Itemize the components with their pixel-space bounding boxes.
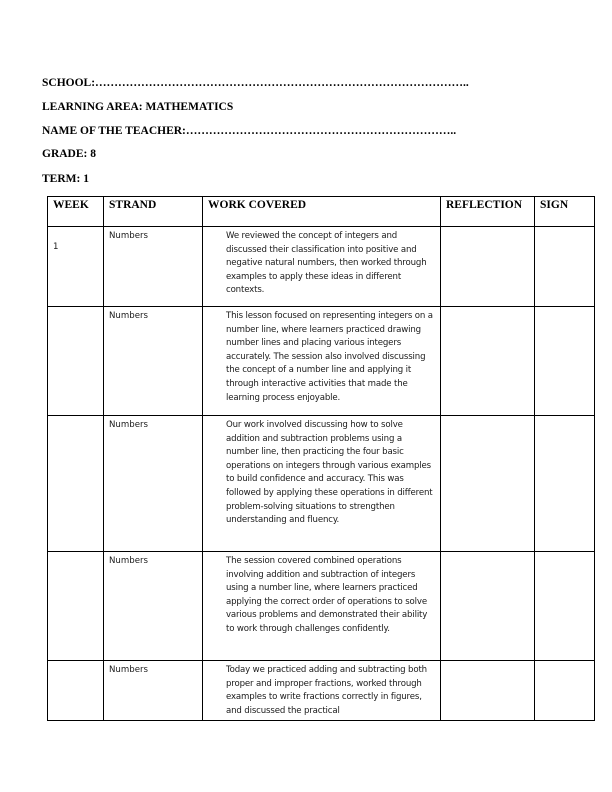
work-covered-cell xyxy=(203,552,441,661)
sign-cell xyxy=(535,661,595,721)
table-row xyxy=(48,661,595,721)
work-covered-text: We reviewed the concept of integers and discussed their classification into positive and negative natural numbers, then worked through examples to apply these ideas in different contexts. xyxy=(226,231,427,296)
column-header-sign: SIGN xyxy=(535,197,595,227)
learning-area: LEARNING AREA: MATHEMATICS xyxy=(42,101,234,113)
work-covered-cell xyxy=(203,416,441,552)
school-field: SCHOOL:…………………………………………………………………………………….. xyxy=(42,77,469,89)
work-covered-cell xyxy=(203,227,441,307)
work-covered-text: The session covered combined operations involving addition and subtraction of integers using a number line, where learners practiced applying the correct order of operations to solve various problems and demonstrated their ability to work through challenges confidently. xyxy=(226,556,428,634)
week-value: 1 xyxy=(53,242,59,252)
strand-cell xyxy=(104,307,203,416)
sign-cell xyxy=(535,416,595,552)
strand-value: Numbers xyxy=(109,311,148,321)
sign-cell xyxy=(535,307,595,416)
column-header-reflection: REFLECTION xyxy=(441,197,535,227)
strand-cell xyxy=(104,661,203,721)
teacher-name-field: NAME OF THE TEACHER:…………………………………………………………….. xyxy=(42,125,457,137)
sign-cell xyxy=(535,227,595,307)
work-covered-text: Today we practiced adding and subtracting both proper and improper fractions, worked through examples to write fractions correctly in figures, and discussed the practical xyxy=(226,665,427,716)
sign-cell xyxy=(535,552,595,661)
work-covered-text: This lesson focused on representing integers on a number line, where learners practiced drawing number lines and placing various integers accurately. The session also involved discussing the concept of a number line and applying it through interactive activities that made the learning process enjoyable. xyxy=(226,311,433,403)
column-header-strand: STRAND xyxy=(104,197,203,227)
week-value xyxy=(48,416,103,430)
column-header-week: WEEK xyxy=(48,197,104,227)
table-header-row xyxy=(48,197,595,227)
strand-cell xyxy=(104,552,203,661)
work-covered-cell xyxy=(203,661,441,721)
table-row xyxy=(48,227,595,307)
work-covered-cell xyxy=(203,307,441,416)
strand-value: Numbers xyxy=(109,556,148,566)
strand-cell xyxy=(104,416,203,552)
strand-value: Numbers xyxy=(109,231,148,241)
table-row xyxy=(48,552,595,661)
week-value xyxy=(48,552,103,566)
strand-value: Numbers xyxy=(109,665,148,675)
records-of-work-table xyxy=(47,196,595,721)
week-cell xyxy=(48,552,104,661)
week-cell xyxy=(48,227,104,307)
week-value xyxy=(48,661,103,675)
reflection-cell xyxy=(441,227,535,307)
week-value xyxy=(48,307,103,321)
table-row xyxy=(48,416,595,552)
strand-value: Numbers xyxy=(109,420,148,430)
reflection-cell xyxy=(441,661,535,721)
grade-label: GRADE: 8 xyxy=(42,148,96,160)
column-header-work-covered: WORK COVERED xyxy=(203,197,441,227)
reflection-cell xyxy=(441,552,535,661)
reflection-cell xyxy=(441,416,535,552)
strand-cell xyxy=(104,227,203,307)
table-row xyxy=(48,307,595,416)
week-cell xyxy=(48,307,104,416)
week-cell xyxy=(48,416,104,552)
work-covered-text: Our work involved discussing how to solve addition and subtraction problems using a number line, then practicing the four basic operations on integers through various examples to build confidence and accuracy. This was followed by applying these operations in different problem-solving situations to strengthen understanding and fluency. xyxy=(226,420,433,526)
week-cell xyxy=(48,661,104,721)
term-label: TERM: 1 xyxy=(42,173,89,185)
reflection-cell xyxy=(441,307,535,416)
